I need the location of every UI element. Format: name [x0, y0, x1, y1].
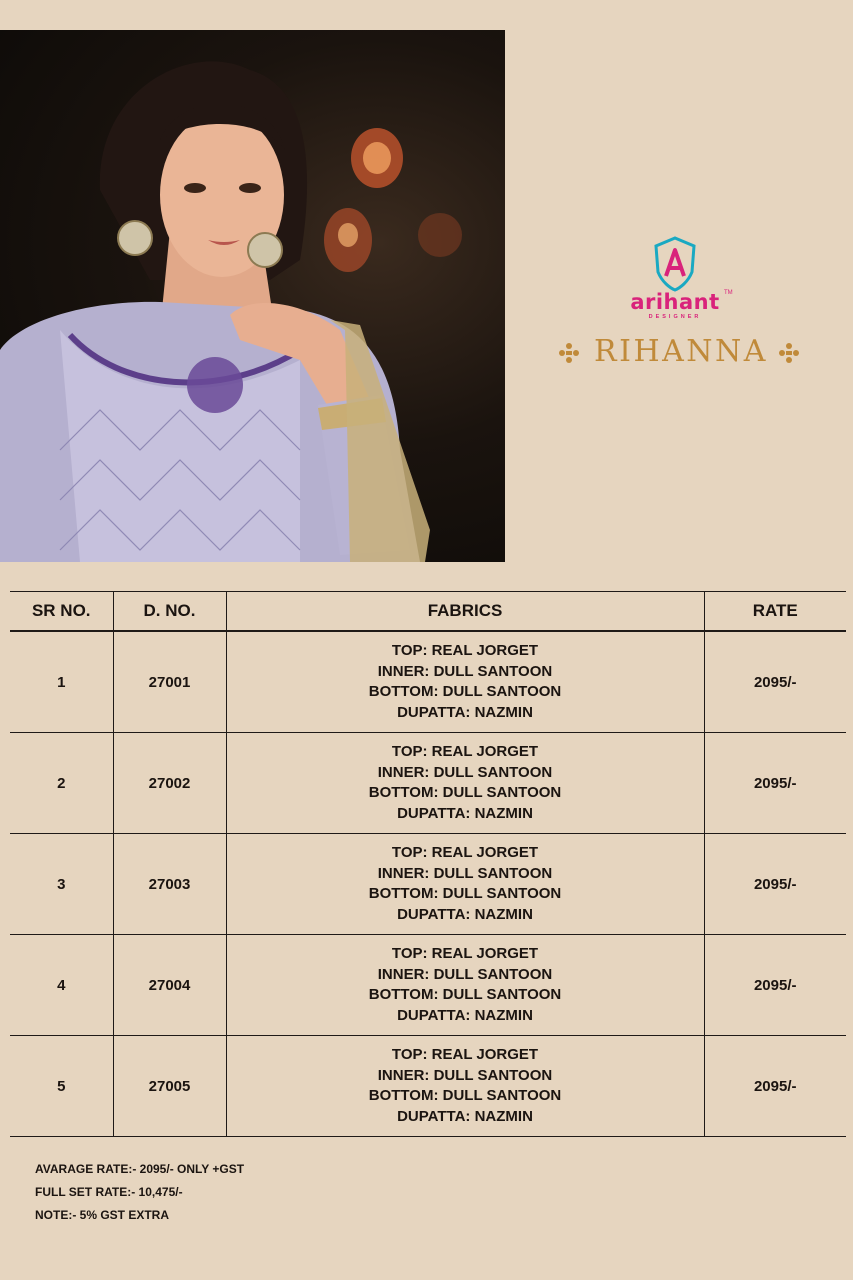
design-no-cell: 27001: [113, 631, 226, 733]
design-no-cell: 27005: [113, 1036, 226, 1137]
table-row: [10, 834, 846, 935]
ornament-left-icon: [556, 342, 582, 364]
fabric-line: BOTTOM: DULL SANTOON: [368, 784, 562, 801]
product-photo: [0, 30, 505, 562]
fabrics-cell: [226, 834, 704, 935]
fabrics-cell: [226, 733, 704, 834]
fabric-line: TOP: REAL JORGET: [391, 844, 539, 861]
logo-subtitle: DESIGNER: [648, 314, 702, 320]
table-row: [10, 631, 846, 733]
logo-wordmark: arihant: [630, 290, 720, 314]
ornament-right-icon: [776, 342, 802, 364]
header-sr-no: SR NO.: [10, 592, 113, 632]
rate-cell: 2095/-: [704, 935, 846, 1036]
fabrics-cell: [226, 631, 704, 733]
rate-cell: 2095/-: [704, 834, 846, 935]
notes-block: [35, 1158, 244, 1227]
rate-cell: 2095/-: [704, 733, 846, 834]
fabric-line: INNER: DULL SANTOON: [377, 1066, 553, 1084]
fabric-line: TOP: REAL JORGET: [391, 743, 539, 760]
collection-title: RIHANNA: [594, 334, 768, 369]
rate-cell: 2095/-: [704, 631, 846, 733]
fabric-line: INNER: DULL SANTOON: [377, 965, 553, 983]
fabric-line: BOTTOM: DULL SANTOON: [368, 683, 562, 700]
fabric-line: DUPATTA: NAZMIN: [397, 905, 533, 923]
fabrics-cell: [226, 1036, 704, 1137]
header-d-no: D. NO.: [113, 592, 226, 632]
brand-logo: [610, 232, 740, 327]
fabric-line: INNER: DULL SANTOON: [377, 662, 553, 680]
header-fabrics: FABRICS: [226, 592, 704, 632]
trademark-mark: TM: [724, 290, 733, 296]
fabric-line: DUPATTA: NAZMIN: [397, 1107, 533, 1125]
rate-table: [10, 591, 846, 1137]
fabric-line: TOP: REAL JORGET: [391, 642, 539, 659]
sr-no-cell: 4: [10, 935, 113, 1036]
fabric-line: DUPATTA: NAZMIN: [397, 703, 533, 721]
gst-note: NOTE:- 5% GST EXTRA: [35, 1208, 170, 1222]
fabric-line: BOTTOM: DULL SANTOON: [368, 986, 562, 1003]
collection-heading: [556, 334, 806, 374]
fabric-line: INNER: DULL SANTOON: [377, 763, 553, 781]
fabric-line: BOTTOM: DULL SANTOON: [368, 885, 562, 902]
shield-emblem-icon: [652, 236, 698, 292]
rate-cell: 2095/-: [704, 1036, 846, 1137]
design-no-cell: 27003: [113, 834, 226, 935]
sr-no-cell: 3: [10, 834, 113, 935]
sr-no-cell: 2: [10, 733, 113, 834]
fabrics-cell: [226, 935, 704, 1036]
fabric-line: TOP: REAL JORGET: [391, 945, 539, 962]
fabric-line: BOTTOM: DULL SANTOON: [368, 1087, 562, 1104]
table-header-row: [10, 592, 846, 632]
fabric-line: DUPATTA: NAZMIN: [397, 1006, 533, 1024]
fabric-line: DUPATTA: NAZMIN: [397, 804, 533, 822]
design-no-cell: 27002: [113, 733, 226, 834]
sr-no-cell: 5: [10, 1036, 113, 1137]
sr-no-cell: 1: [10, 631, 113, 733]
average-rate-note: AVARAGE RATE:- 2095/- ONLY +GST: [35, 1162, 245, 1176]
header-rate: RATE: [704, 592, 846, 632]
table-row: [10, 1036, 846, 1137]
fabric-line: INNER: DULL SANTOON: [377, 864, 553, 882]
table-row: [10, 935, 846, 1036]
full-set-rate-note: FULL SET RATE:- 10,475/-: [35, 1185, 183, 1199]
table-row: [10, 733, 846, 834]
fabric-line: TOP: REAL JORGET: [391, 1046, 539, 1063]
design-no-cell: 27004: [113, 935, 226, 1036]
